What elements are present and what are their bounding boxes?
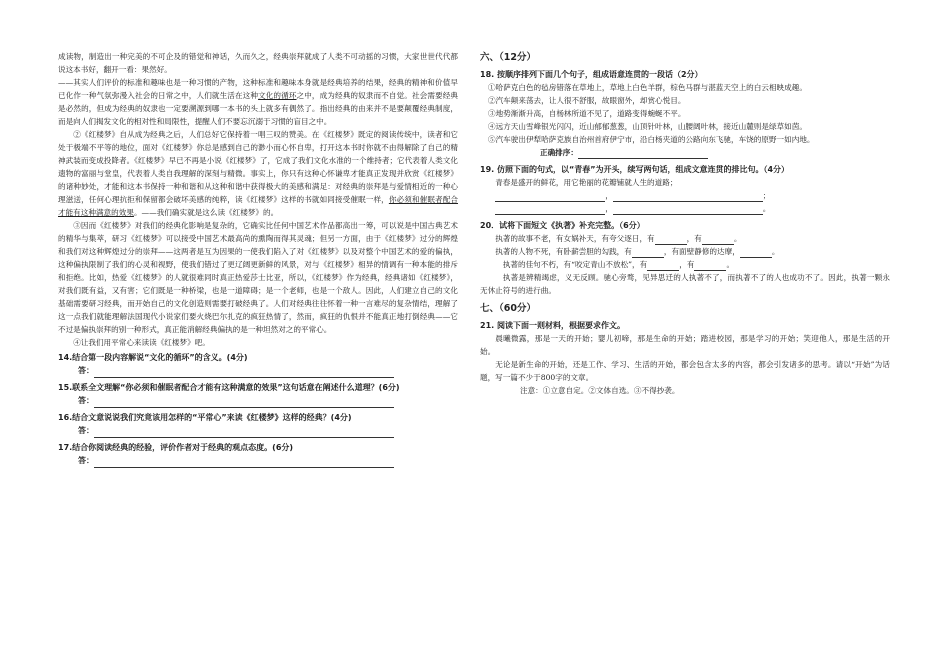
blank-20-5[interactable]	[647, 261, 679, 271]
material-paragraph-2: 无论是新生命的开始，还是工作、学习、生活的开始，都会包含太多的内容，都会引发诸多的思考。请以“开始”为话题，写一篇不少于800字的文章。	[480, 360, 890, 382]
question-16: 16.结合文意说说我们究竟该用怎样的“平常心”来读《红楼梦》这样的经典？(4分)	[58, 413, 352, 422]
question-18: 18. 按顺序排列下面几个句子，组成语意连贯的一段话（2分）	[480, 70, 703, 79]
left-column	[58, 50, 458, 471]
blank-20-6[interactable]	[694, 261, 726, 271]
passage-paragraph-5: ④让我们用平常心来读读《红楼梦》吧。	[73, 338, 210, 347]
sentence-5: ⑤汽车驶出伊犁哈萨克族自治州首府伊宁市，沿白杨夹道的公路向东飞驰，车饶的原野一如内地。	[488, 135, 815, 144]
underlined-phrase-cultural-cycle: 文化的循环	[258, 91, 297, 100]
essay-line-4: 执著是辨精竭虑，义无反顾。驰心旁骛，见异思迁的人执著不了，而执著不了的人也成功不了。因此，执著一颗永无休止符号的进行曲。	[480, 273, 890, 295]
question-19-example: 青春是盛开的鲜花，用它艳丽的花瓣铺就人生的道路；	[495, 178, 678, 187]
question-20: 20．试将下面短文《执著》补充完整。（6分）	[480, 221, 645, 230]
question-17: 17.结合你阅读经典的经验，评价作者对于经典的观点态度。(6分)	[58, 443, 294, 452]
material-paragraph-1: 晨曦微露，那是一天的开始；婴儿初啼，那是生命的开始；踏进校园，那是学习的开始；笑迎他人，那是生活的开始。	[480, 334, 890, 356]
blank-20-1[interactable]	[655, 235, 687, 245]
essay-line-1: 执著的故事不老，有女娲补天，有夸父逐日，有 ，有 。	[495, 234, 742, 243]
answer-blanks-19b[interactable]: ， 。	[480, 202, 890, 215]
answer-line-16[interactable]: 答：	[58, 424, 458, 438]
sentence-3: ③地势渐渐升高，自杨林所道不见了，道路变得蜿蜒不平。	[488, 109, 686, 118]
section-6-heading: 六、（12分）	[480, 52, 536, 63]
blank-20-2[interactable]	[702, 235, 734, 245]
passage-paragraph-1: 成读物，制造出一种完美的不可企及的错觉和神话，久而久之，经典崇拜就成了人类不可动摇的习惯，大家世世代代都说这本书好，翻开一看：果然好。	[58, 52, 458, 74]
answer-line-15[interactable]: 答：	[58, 394, 458, 408]
answer-blanks-19a[interactable]: ， ；	[480, 189, 890, 202]
essay-line-3: 执著的佳句不朽，有“咬定青山不放松”，有 ，有 。	[502, 260, 735, 269]
writing-notes: 注意：①立意自定。②文体自选。③不得抄袭。	[520, 386, 680, 395]
question-21: 21. 阅读下面一则材料，根据要求作文。	[480, 321, 625, 330]
passage-paragraph-2: ——其实人们评价的标准和趣味也是一种习惯的产物，这种标准和趣味本身就是经典培养的结果，经典的精神和价值早已化作一种气氛弥漫入社会的日常之中，人们就生活在这种文化的循环之中，成为经典的奴隶而不自觉。社会需要经典是必然的，但成为经典的奴隶也一定要溯源到哪一本书的头上就多有偶然了。指出经典的由来并不是要颠覆经典制度，而是向人们揭发文化的相对性和局限性，提醒人们不要忘沉溺于习惯的盲目之中。	[58, 78, 459, 126]
essay-line-2: 执著的人物不死，有卧薪尝胆的勾践，有 ，有面壁静修的达摩， 。	[495, 247, 780, 256]
blank-20-3[interactable]	[632, 248, 664, 258]
section-7-heading: 七、（60分）	[480, 303, 536, 314]
question-14: 14.结合第一段内容解说“文化的循环”的含义。(4分)	[58, 353, 248, 362]
underlined-phrase-hypnosis: 你必须和催眠者配合才能有这种满意的效果	[58, 195, 459, 217]
answer-line-14[interactable]: 答：	[58, 364, 458, 378]
right-column	[480, 50, 890, 397]
sentence-4: ④远方天山雪峰银光闪闪，近山郁郁葱葱，山顶针叶林，山腰阔叶林，接近山麓则是绿草如茵。	[488, 122, 807, 131]
question-15: 15.联系全文理解“你必须和催眠者配合才能有这种满意的效果”这句话意在阐述什么道理？(6分)	[58, 383, 400, 392]
order-answer[interactable]: 正确排序：	[480, 146, 890, 159]
sentence-1: ①哈萨克白色的毡房错落在草地上，草地上白色羊群，棕色马群与湛蓝天空上的白云相映成趣。	[488, 83, 807, 92]
answer-line-17[interactable]: 答：	[58, 454, 458, 468]
blank-20-4[interactable]	[740, 248, 772, 258]
passage-paragraph-4: ③因而《红楼梦》对我们的经典化影响是复杂的，它确实比任何中国艺术作品都高出一筹，可以说是中国古典艺术的精华与集萃，研习《红楼梦》可以接受中国艺术最高尚的熏陶而得其灵魂；但另一方面，由于《红楼梦》过分的辉煌和我们对这种辉煌过分的崇拜——这两者是互为因果的一使我们陷入了对《红楼梦》以及对整个中国艺术的爱的偏执，这种偏执限制了我们的心灵和视野，使我们错过了更辽阔更新鲜的风景，对与《红楼梦》相异的情调有一种本能的排斥和拒绝。比如，热爱《红楼梦》的人就很难同时真正热爱莎士比亚，所以，《红楼梦》作为经典，经典诸如《红楼梦》，对我们既有益，又有害；它们既是一种桥梁，也是一道障碍；是一个老师，也是一个敌人。因此，人们建立自己的文化基础需要研习经典，而开始自己的文化创造则需要打破经典了。人们对经典往往怀着一种一言难尽的复杂情结，理解了这一点我们就能理解法国现代小说家们要火烧巴尔扎克的疯狂热情了，然而，疯狂的仇恨并不能真正地打倒经典——它不过是偏执崇拜的别一种形式，真正能消解经典偏执的是一种坦然对之的平常心。	[58, 221, 458, 334]
passage-paragraph-3: ②《红楼梦》自从成为经典之后，人们总好它保持着一唱三叹的赞美。在《红楼梦》既定的阅读传统中，读者和它处于极端不平等的地位，面对《红楼梦》你总是感到自己的渺小而心怀自卑，打开这本书时你就不由得解除了自己的精神武装而变成投降者。《红楼梦》早已不再是小说《红楼梦》了，它成了我们文化水准的一个维持者；它代表着人类文化遗物的富丽与堂皇，代表着人类自我理解的深刻与精微。事实上，你只有这种心怀谦卑才能真正发现并欣赏《红楼梦》的诸种妙处，才能和这本书保持一种和谐和从这种和谐中获得极大的美感和满足：对经典的崇拜是与爱情相近的一种心理滋送，任何心理抗拒和保留都会破坏美感的纯粹，读《红楼梦》这样的书就如同接受催眠一样，你必须和催眠者配合才能有这种满意的效果。——我们确实就是这么读《红楼梦》的。	[58, 130, 459, 217]
question-19: 19. 仿照下面的句式，以“青春”为开头，续写两句话，组成文意连贯的排比句。（4分）	[480, 165, 790, 174]
sentence-2: ②汽车颠来荡去，让人很不舒服，故眼窗外，却赏心悦目。	[488, 96, 686, 105]
